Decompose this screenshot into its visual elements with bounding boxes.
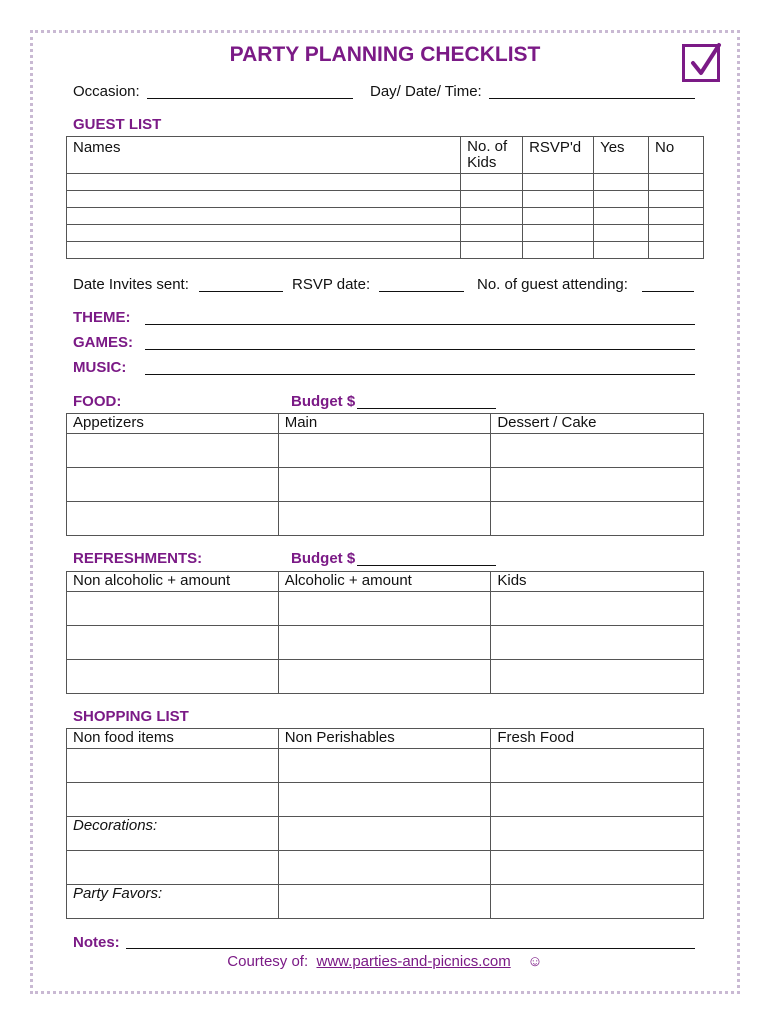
table-row[interactable]: [67, 502, 704, 536]
refreshments-table: [66, 571, 704, 694]
food-budget-field[interactable]: [357, 408, 496, 409]
header-appetizers: Appetizers: [67, 414, 279, 434]
decorations-label: Decorations:: [67, 817, 279, 851]
header-no: No: [649, 137, 704, 174]
table-row[interactable]: [67, 885, 704, 919]
shopping-table: [66, 728, 704, 919]
header-kids-drinks: Kids: [491, 572, 704, 592]
header-alcoholic: Alcoholic + amount: [278, 572, 491, 592]
table-row[interactable]: [67, 225, 704, 242]
occasion-label: Occasion:: [73, 83, 140, 100]
invites-sent-label: Date Invites sent:: [73, 276, 189, 293]
shopping-heading: SHOPPING LIST: [73, 708, 189, 725]
occasion-field[interactable]: [147, 98, 353, 99]
datetime-label: Day/ Date/ Time:: [370, 83, 482, 100]
rsvp-date-label: RSVP date:: [292, 276, 371, 293]
table-row: [67, 137, 704, 174]
guest-list-table: [66, 136, 704, 259]
header-main: Main: [278, 414, 491, 434]
guest-attending-label: No. of guest attending:: [477, 276, 628, 293]
courtesy-label: Courtesy of:: [227, 953, 309, 970]
table-row[interactable]: [67, 468, 704, 502]
header-yes: Yes: [594, 137, 649, 174]
table-row[interactable]: [67, 851, 704, 885]
table-row[interactable]: [67, 242, 704, 259]
table-row[interactable]: [67, 817, 704, 851]
header-dessert: Dessert / Cake: [491, 414, 704, 434]
theme-field[interactable]: [145, 324, 695, 325]
notes-field[interactable]: [126, 948, 695, 949]
table-row[interactable]: [67, 434, 704, 468]
refreshments-budget-label: Budget $: [291, 550, 356, 567]
food-heading: FOOD:: [73, 393, 122, 410]
header-rsvpd: RSVP'd: [523, 137, 594, 174]
datetime-field[interactable]: [489, 98, 695, 99]
guest-attending-field[interactable]: [642, 291, 694, 292]
table-row[interactable]: [67, 208, 704, 225]
header-non-perishables: Non Perishables: [278, 729, 491, 749]
header-names: Names: [67, 137, 461, 174]
checkbox-check-icon: [682, 44, 720, 82]
table-row[interactable]: [67, 592, 704, 626]
header-fresh-food: Fresh Food: [491, 729, 704, 749]
table-row[interactable]: [67, 174, 704, 191]
music-field[interactable]: [145, 374, 695, 375]
food-table: [66, 413, 704, 536]
table-row[interactable]: [67, 626, 704, 660]
party-favors-label: Party Favors:: [67, 885, 279, 919]
notes-label: Notes:: [73, 934, 120, 951]
theme-label: THEME:: [73, 309, 131, 326]
games-label: GAMES:: [73, 334, 133, 351]
guest-list-heading: GUEST LIST: [73, 116, 162, 133]
header-non-alcoholic: Non alcoholic + amount: [67, 572, 279, 592]
header-kids: No. of Kids: [461, 137, 523, 174]
invites-sent-field[interactable]: [199, 291, 283, 292]
page-title: PARTY PLANNING CHECKLIST: [229, 43, 541, 66]
games-field[interactable]: [145, 349, 695, 350]
header-non-food: Non food items: [67, 729, 279, 749]
footer: [0, 953, 770, 970]
refreshments-heading: REFRESHMENTS:: [73, 550, 203, 567]
table-row[interactable]: [67, 660, 704, 694]
table-row: [67, 572, 704, 592]
music-label: MUSIC:: [73, 359, 127, 376]
table-row[interactable]: [67, 783, 704, 817]
table-row: [67, 729, 704, 749]
rsvp-date-field[interactable]: [379, 291, 464, 292]
table-row[interactable]: [67, 191, 704, 208]
refreshments-budget-field[interactable]: [357, 565, 496, 566]
table-row: [67, 414, 704, 434]
table-row[interactable]: [67, 749, 704, 783]
food-budget-label: Budget $: [291, 393, 356, 410]
website-link[interactable]: www.parties-and-picnics.com: [316, 953, 511, 970]
smiley-icon: ☺: [527, 953, 543, 970]
